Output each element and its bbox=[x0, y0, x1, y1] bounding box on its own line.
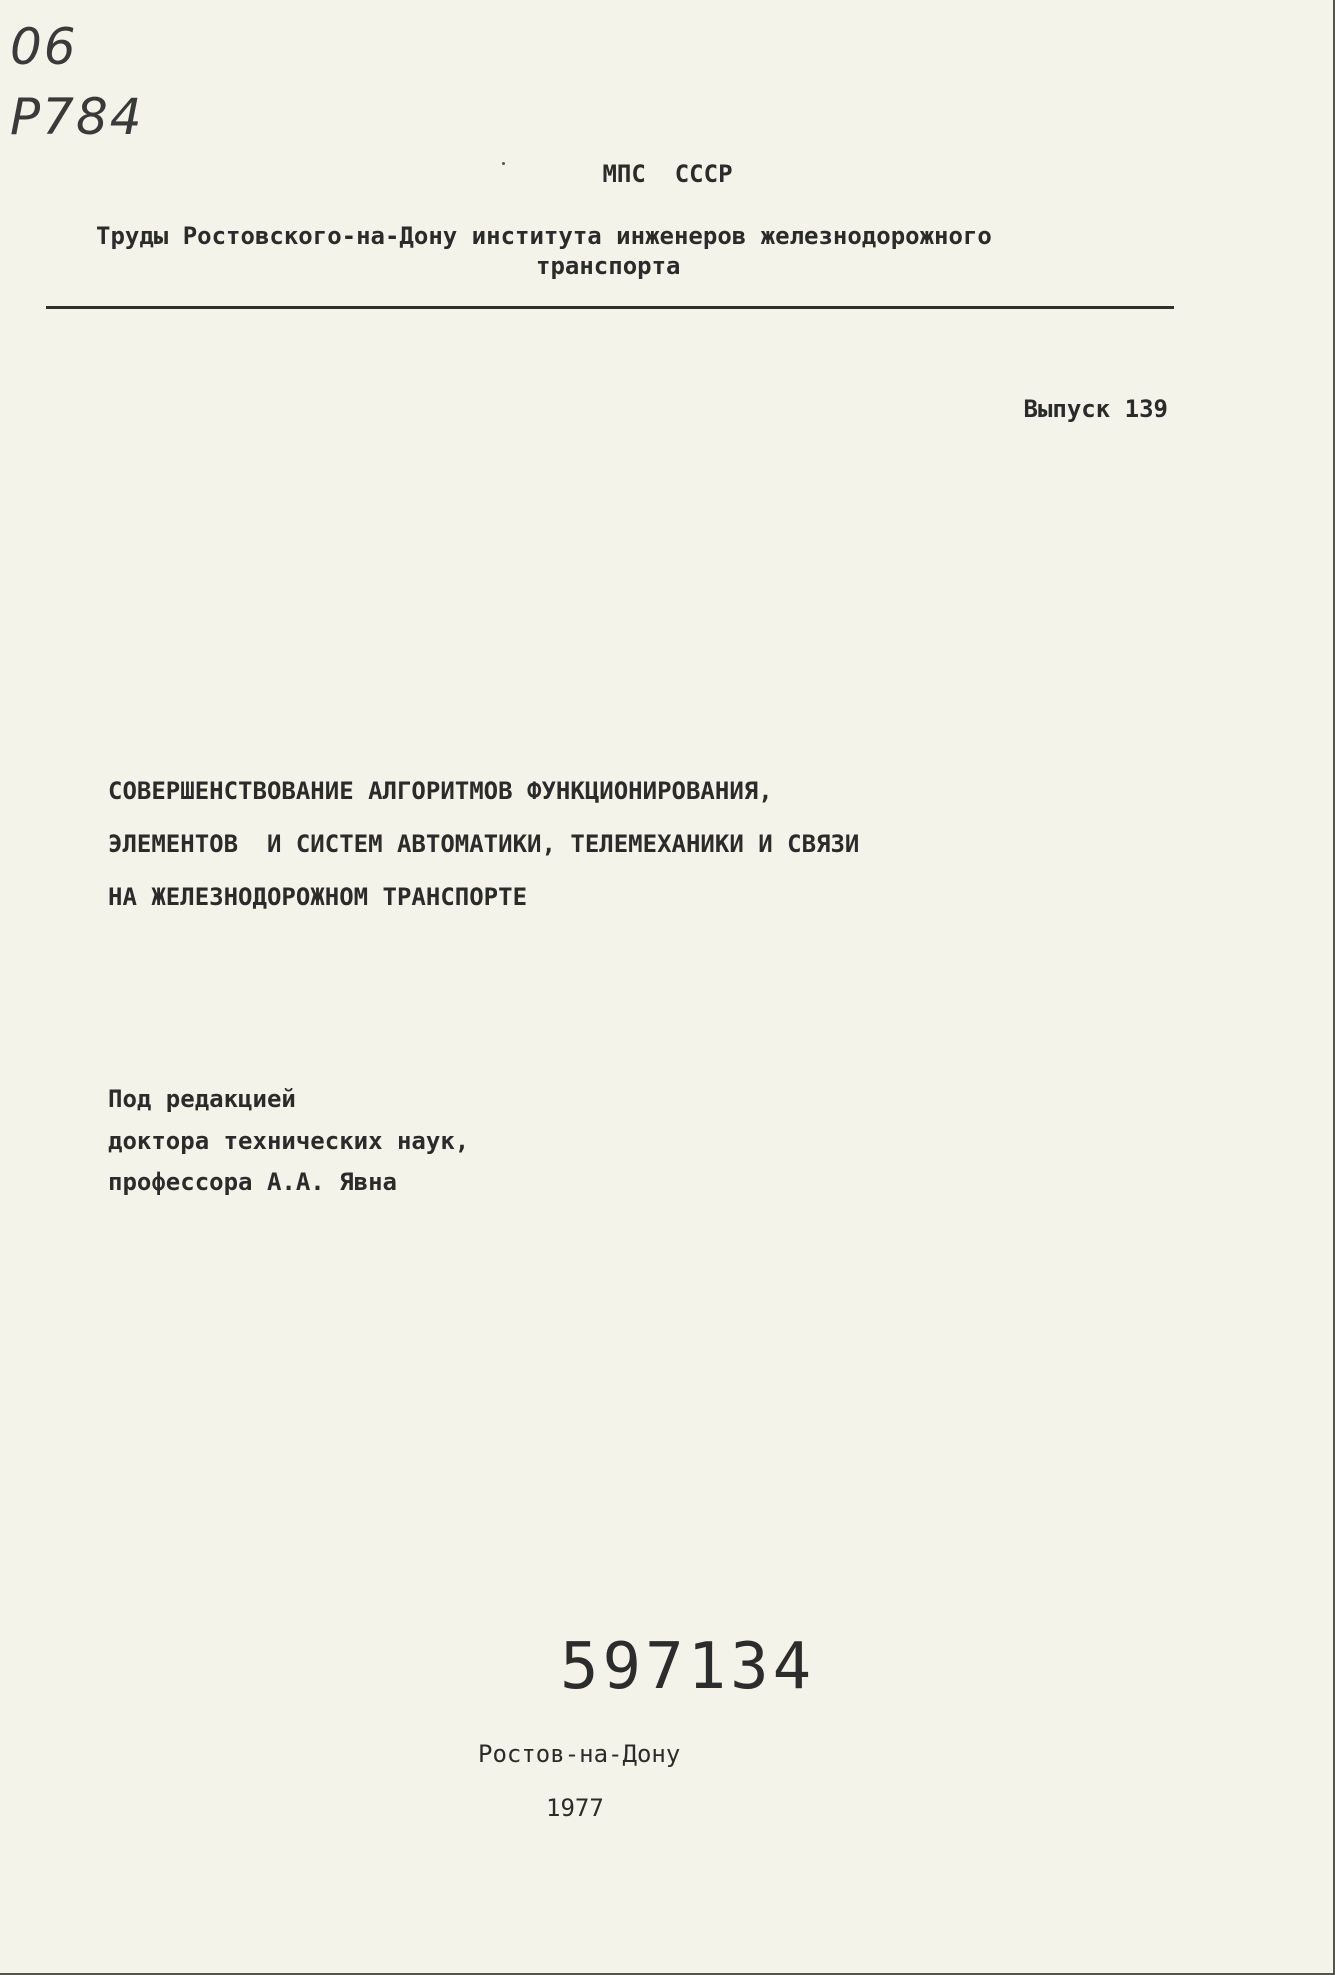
publication-year: 1977 bbox=[546, 1794, 604, 1822]
title-line3: НА ЖЕЛЕЗНОДОРОЖНОМ ТРАНСПОРТЕ bbox=[108, 883, 528, 911]
title-line2: ЭЛЕМЕНТОВ И СИСТЕМ АВТОМАТИКИ, ТЕЛЕМЕХАНИКИ И СВЯЗИ bbox=[108, 830, 860, 858]
handwritten-note-line1: 06 bbox=[10, 18, 78, 76]
title-line1: СОВЕРШЕНСТВОВАНИЕ АЛГОРИТМОВ ФУНКЦИОНИРОВАНИЯ, bbox=[108, 777, 773, 805]
editor-line1: Под редакцией bbox=[108, 1085, 296, 1113]
handwritten-note-line2: P784 bbox=[10, 88, 144, 146]
institute-header-line2: транспорта bbox=[536, 252, 681, 280]
editor-line2: доктора технических наук, bbox=[108, 1127, 470, 1155]
header-divider bbox=[46, 306, 1174, 309]
publication-city: Ростов-на-Дону bbox=[478, 1740, 681, 1768]
institute-header-line1: Труды Ростовского-на-Дону института инженеров железнодорожного bbox=[96, 222, 992, 250]
ministry-header: МПС СССР bbox=[602, 160, 733, 188]
issue-number: Выпуск 139 bbox=[1023, 395, 1168, 423]
editor-line3: профессора А.А. Явна bbox=[108, 1168, 397, 1196]
inventory-stamp-number: 597134 bbox=[560, 1630, 816, 1704]
